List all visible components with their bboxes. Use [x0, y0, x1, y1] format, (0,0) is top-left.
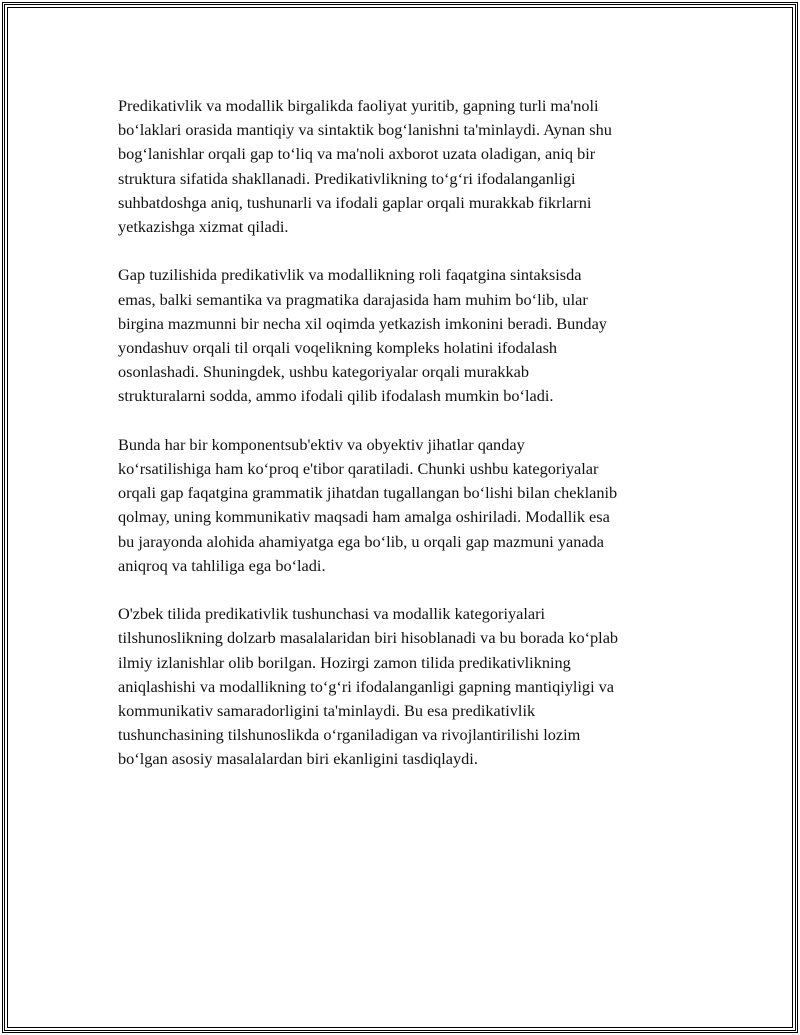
paragraph-4: O'zbek tilida predikativlik tushunchasi va modallik kategoriyalari tilshunoslikning dolzarb masalalaridan biri hisoblanadi va bu borada ko‘plab ilmiy izlanishlar olib borilgan. Hozirgi zamon tilida predikativlikning aniqlashishi va modallikning to‘g‘ri ifodalanganligi gapning mantiqiyligi va kommunikativ samaradorligini ta'minlaydi. Bu esa predikativlik tushunchasining tilshunoslikda o‘rganiladigan va rivojlantirilishi lozim bo‘lgan asosiy masalalardan biri ekanligini tasdiqlaydi.	[118, 604, 619, 769]
paragraph-2: Gap tuzilishida predikativlik va modallikning roli faqatgina sintaksisda emas, balki semantika va pragmatika darajasida ham muhim bo‘lib, ular birgina mazmunni bir necha xil oqimda yetkazish imkonini beradi. Bunday yondashuv orqali til orqali voqelikning kompleks holatini ifodalash osonlashadi. Shuningdek, ushbu kategoriyalar orqali murakkab strukturalarni sodda, ammo ifodali qilib ifodalash mumkin bo‘ladi.	[118, 265, 607, 406]
paragraph-1: Predikativlik va modallik birgalikda faoliyat yuritib, gapning turli ma'noli bo‘laklari orasida mantiqiy va sintaktik bog‘lanishni ta'minlaydi. Aynan shu bog‘lanishlar orqali gap to‘liq va ma'noli axborot uzata oladigan, aniq bir struktura sifatida shakllanadi. Predikativlikning to‘g‘ri ifodalanganligi suhbatdoshga aniq, tushunarli va ifodali gaplar orqali murakkab fikrlarni yetkazishga xizmat qiladi.	[118, 96, 612, 237]
document-body	[118, 94, 683, 796]
paragraph-3: Bunda har bir komponentsub'ektiv va obyektiv jihatlar qanday ko‘rsatilishiga ham ko‘proq e'tibor qaratiladi. Chunki ushbu kategoriyalar orqali gap faqatgina grammatik jihatdan tugallangan bo‘lishi bilan cheklanib qolmay, uning kommunikativ maqsadi ham amalga oshiriladi. Modallik esa bu jarayonda alohida ahamiyatga ega bo‘lib, u orqali gap mazmuni yanada aniqroq va tahliliga ega bo‘ladi.	[118, 434, 618, 575]
